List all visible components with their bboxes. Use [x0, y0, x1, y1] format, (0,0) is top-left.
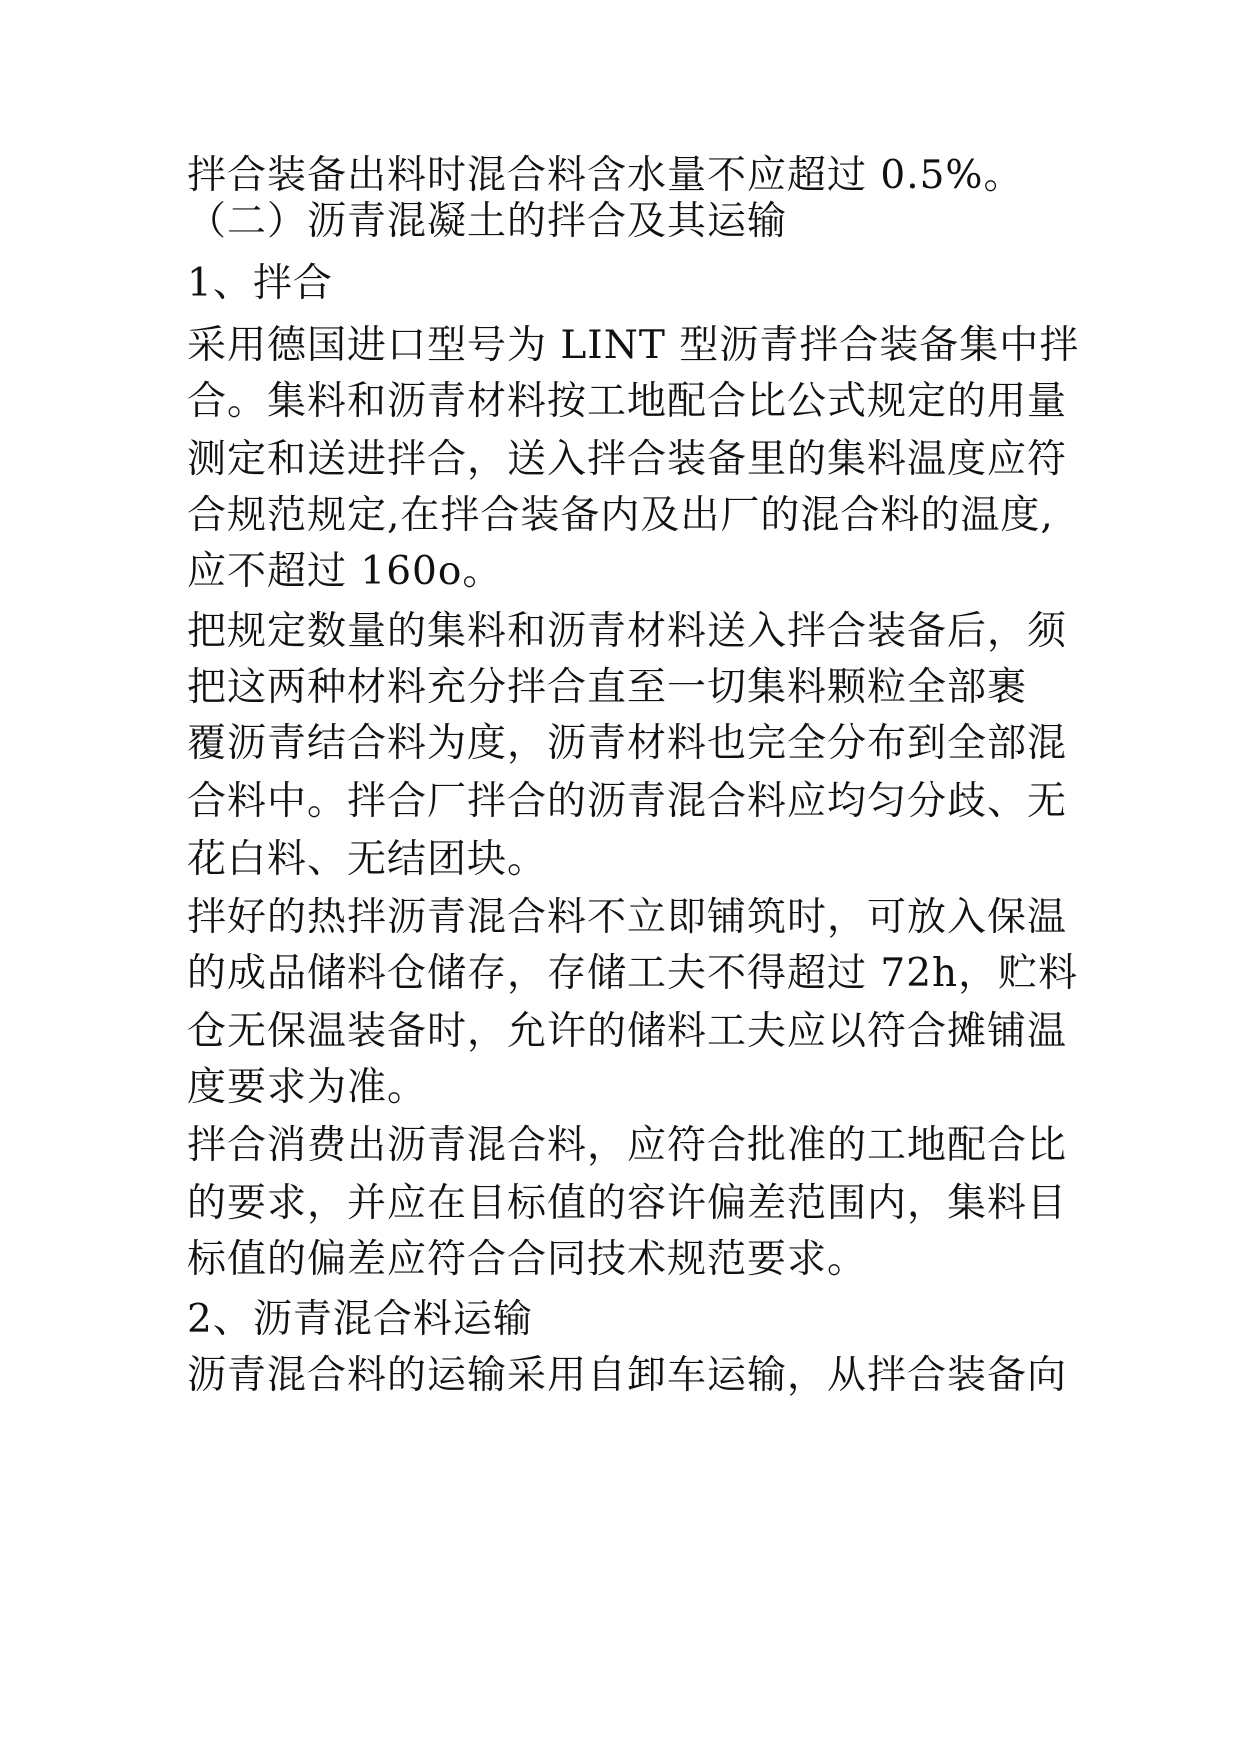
text-line: 合料中。拌合厂拌合的沥青混合料应均匀分歧、无 [187, 779, 1068, 824]
text-line: 仓无保温装备时，允许的储料工夫应以符合摊铺温 [187, 1009, 1068, 1054]
text-line: 的要求，并应在目标值的容许偏差范围内，集料目 [187, 1181, 1068, 1226]
text-line: 合规范规定,在拌合装备内及出厂的混合料的温度, [187, 493, 1054, 538]
section-heading: （二）沥青混凝土的拌合及其运输 [187, 199, 788, 244]
text-line: 覆沥青结合料为度，沥青材料也完全分布到全部混 [187, 721, 1068, 766]
text-line: 把规定数量的集料和沥青材料送入拌合装备后，须 [187, 609, 1068, 654]
text-line: 度要求为准。 [187, 1065, 428, 1110]
text-line: 采用德国进口型号为 LINT 型沥青拌合装备集中拌 [187, 323, 1080, 368]
text-line: 应不超过 160o。 [187, 549, 503, 594]
text-line: 拌合消费出沥青混合料，应符合批准的工地配合比 [187, 1123, 1068, 1168]
text-line: 拌好的热拌沥青混合料不立即铺筑时，可放入保温 [187, 895, 1068, 940]
subsection-heading: 2、沥青混合料运输 [187, 1297, 533, 1342]
text-line: 拌合装备出料时混合料含水量不应超过 0.5%。 [187, 153, 1024, 198]
text-line: 标值的偏差应符合合同技术规范要求。 [187, 1237, 868, 1282]
text-line: 花白料、无结团块。 [187, 837, 548, 882]
subsection-heading: 1、拌合 [187, 261, 333, 306]
text-line: 的成品储料仓储存，存储工夫不得超过 72h，贮料 [187, 951, 1079, 996]
text-line: 测定和送进拌合，送入拌合装备里的集料温度应符 [187, 437, 1068, 482]
text-line: 合。集料和沥青材料按工地配合比公式规定的用量 [187, 379, 1068, 424]
text-line: 沥青混合料的运输采用自卸车运输，从拌合装备向 [187, 1353, 1068, 1398]
text-line: 把这两种材料充分拌合直至一切集料颗粒全部裹 [187, 665, 1028, 710]
